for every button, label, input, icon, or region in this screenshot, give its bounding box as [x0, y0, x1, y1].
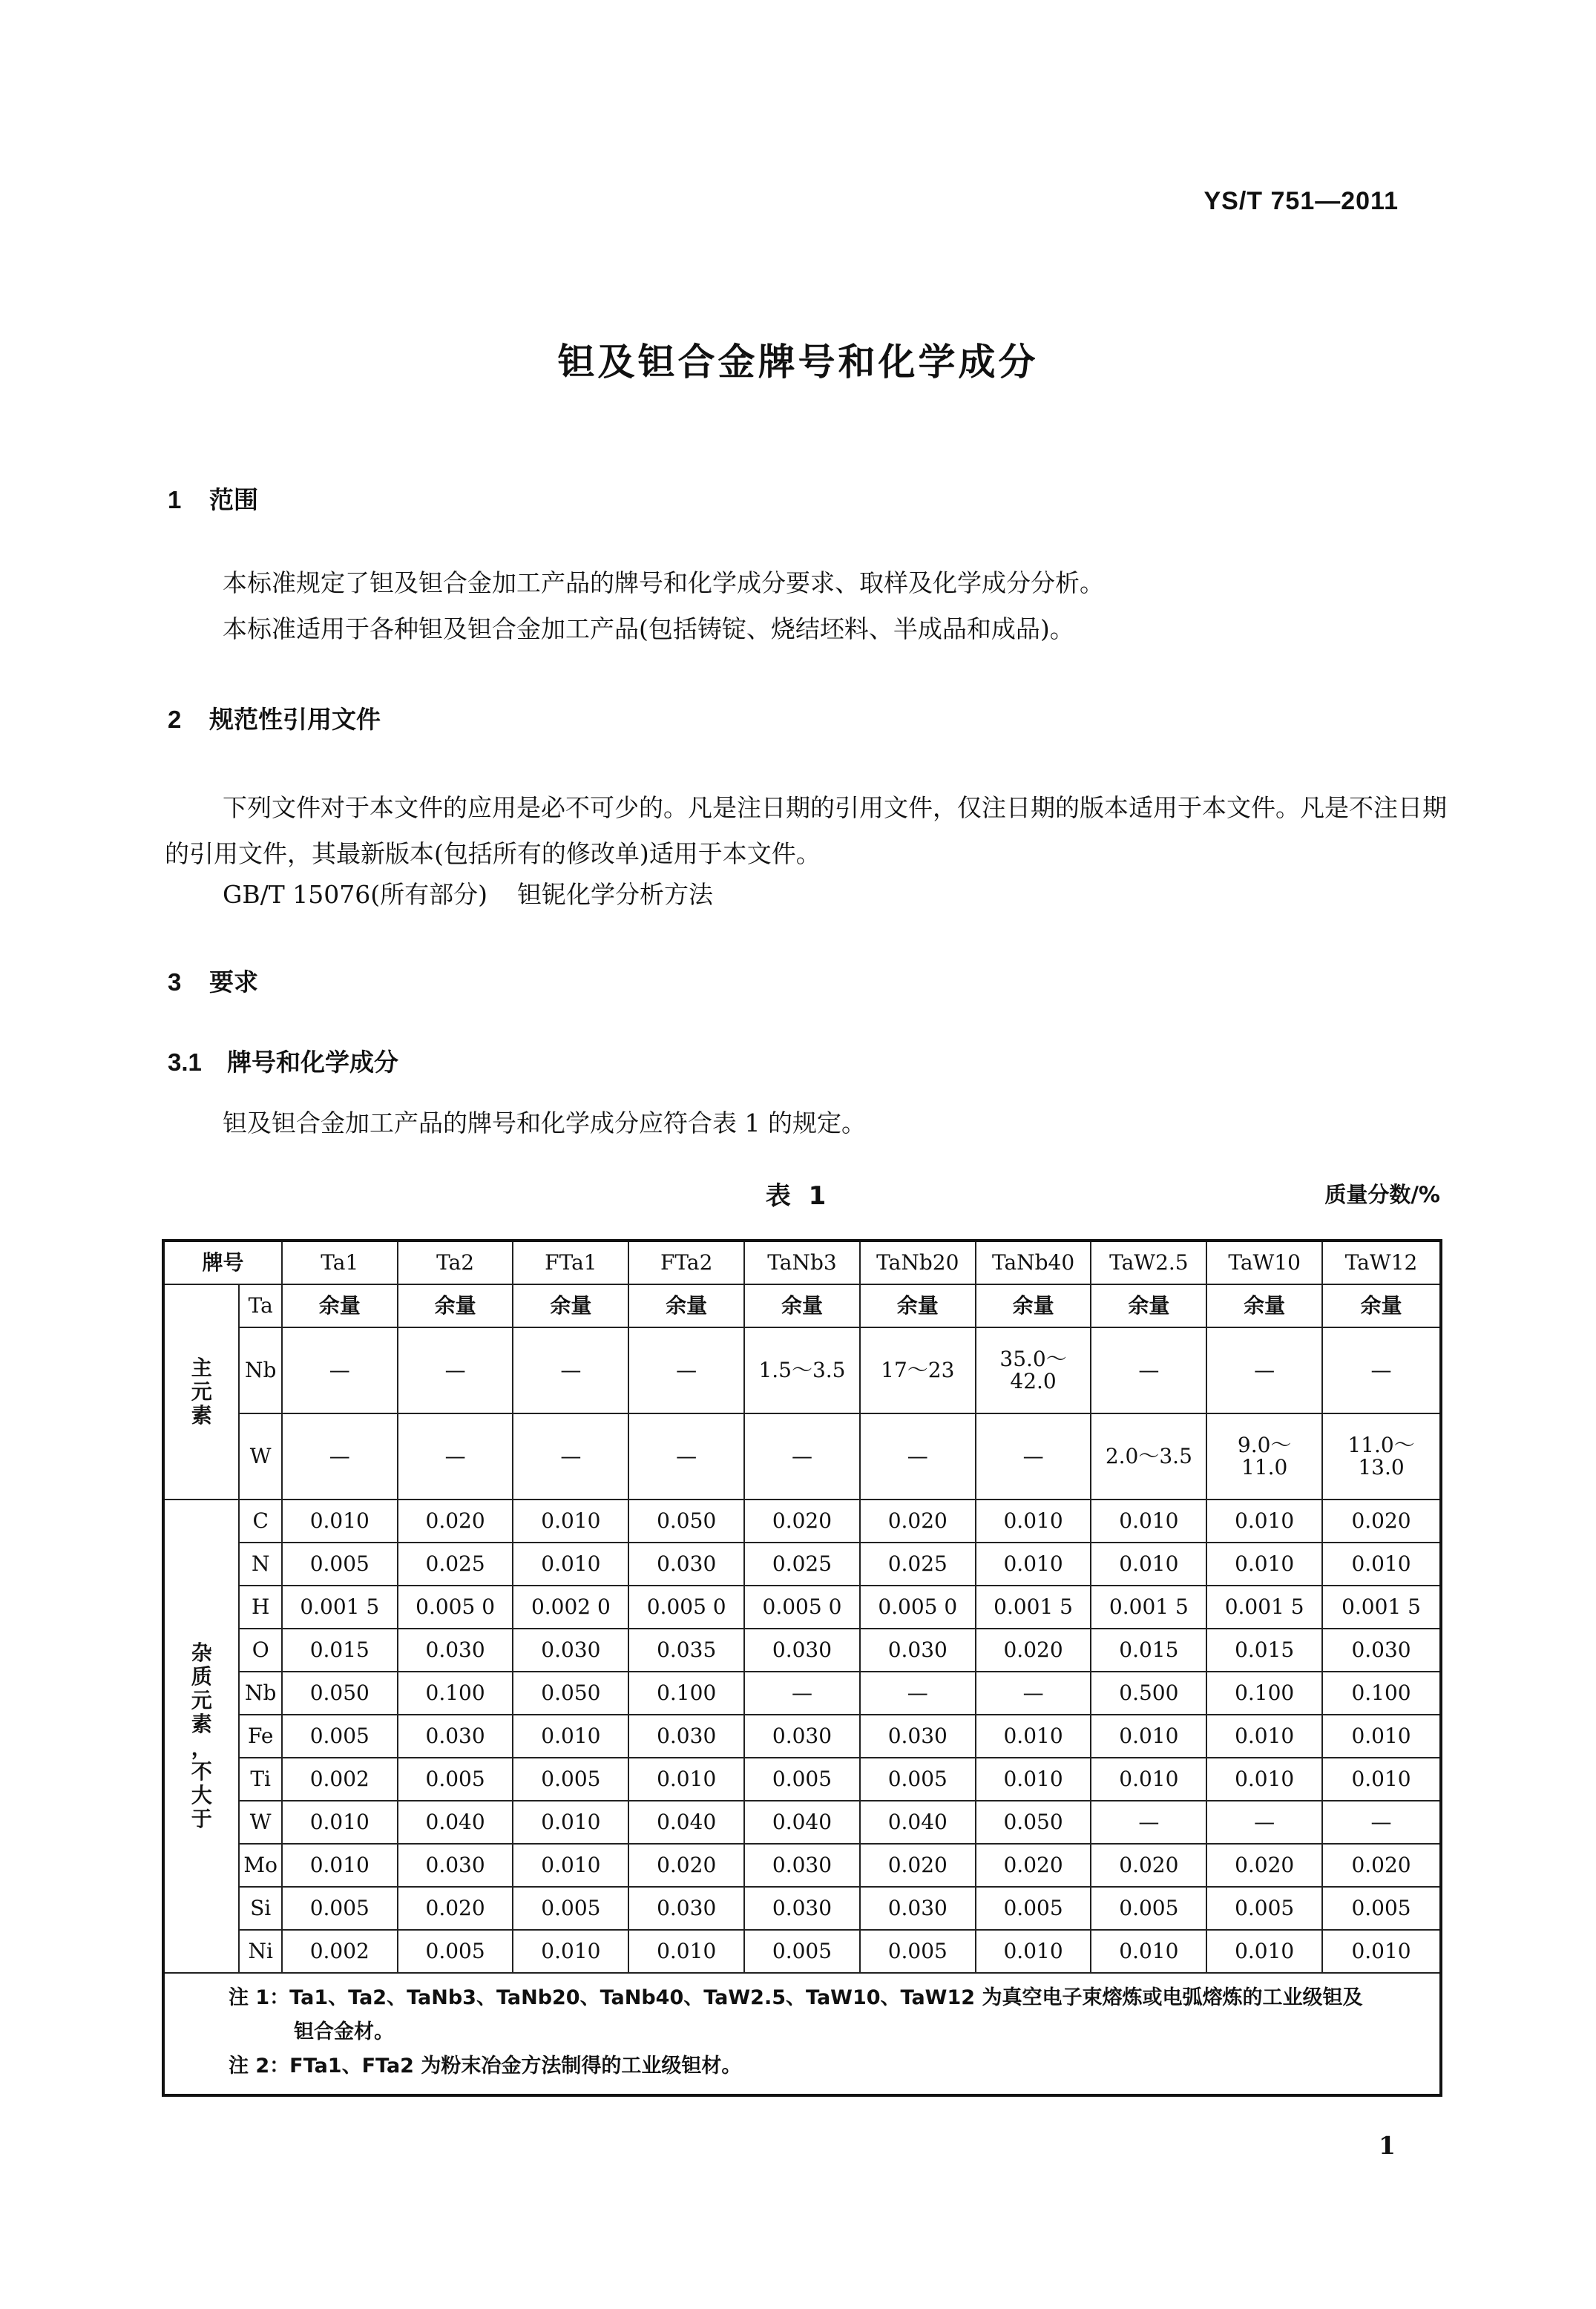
value-cell: —: [860, 1672, 976, 1715]
section-3-heading: [168, 963, 258, 998]
section-title: 规范性引用文件: [209, 705, 381, 734]
value-text: —: [676, 1358, 697, 1382]
value-cell: [744, 1413, 860, 1500]
brand-cell: TaW2.5: [1091, 1241, 1206, 1284]
value-cell: 0.005: [282, 1715, 398, 1758]
value-cell: [1091, 1284, 1206, 1327]
value-cell: [1091, 1327, 1206, 1413]
value-cell: 0.020: [860, 1844, 976, 1887]
element-cell: W: [239, 1801, 281, 1844]
reference-code: GB/T 15076(所有部分): [223, 880, 487, 909]
group-label-char: 主: [191, 1356, 212, 1380]
section-1-heading: [168, 481, 258, 516]
value-cell: 0.050: [628, 1500, 744, 1543]
value-cell: 0.040: [744, 1801, 860, 1844]
normative-reference: [223, 876, 713, 910]
value-text: 2.0～3.5: [1105, 1444, 1192, 1468]
value-cell: [860, 1284, 976, 1327]
brand-cell: FTa2: [628, 1241, 744, 1284]
element-cell: N: [239, 1543, 281, 1586]
value-cell: [860, 1327, 976, 1413]
value-cell: 0.025: [744, 1543, 860, 1586]
value-cell: 0.040: [860, 1801, 976, 1844]
value-text: 余量: [318, 1293, 361, 1318]
value-cell: 0.010: [1322, 1930, 1441, 1973]
value-text: —: [560, 1358, 582, 1382]
element-cell: Nb: [239, 1672, 281, 1715]
impurity-element-row: [163, 1586, 1441, 1629]
value-text: —: [444, 1444, 466, 1468]
value-cell: 0.030: [628, 1543, 744, 1586]
group-label-char: ，: [191, 1735, 212, 1760]
value-cell: [282, 1413, 398, 1500]
value-cell: 0.030: [513, 1629, 628, 1672]
note-1-continued: 钽合金材。: [294, 2020, 394, 2043]
impurity-element-row: [163, 1672, 1441, 1715]
standard-code: YS/T 751—2011: [1203, 187, 1399, 215]
value-text: —: [676, 1444, 697, 1468]
value-cell: 0.015: [282, 1629, 398, 1672]
value-cell: 0.002: [282, 1930, 398, 1973]
value-cell: [628, 1413, 744, 1500]
value-cell: 0.005: [860, 1758, 976, 1801]
group-label-char: 素: [191, 1712, 212, 1736]
value-cell: 0.010: [1091, 1715, 1206, 1758]
section-2-heading: [168, 700, 381, 735]
value-cell: 0.025: [860, 1543, 976, 1586]
value-cell: 0.100: [628, 1672, 744, 1715]
value-cell: [282, 1327, 398, 1413]
notes-row: [163, 1973, 1441, 2095]
group-label-char: 大: [191, 1783, 212, 1807]
value-cell: 0.005: [1091, 1887, 1206, 1930]
value-text: —: [1138, 1358, 1160, 1382]
impurity-element-row: [163, 1500, 1441, 1543]
value-cell: —: [1322, 1801, 1441, 1844]
value-cell: [1091, 1413, 1206, 1500]
value-cell: 0.010: [976, 1500, 1091, 1543]
value-text: 35.0～: [999, 1347, 1067, 1371]
section-number: 3: [168, 968, 182, 996]
value-cell: 0.010: [282, 1801, 398, 1844]
value-cell: 0.005: [976, 1887, 1091, 1930]
value-text: 9.0～: [1237, 1433, 1292, 1457]
value-cell: 0.010: [1206, 1543, 1322, 1586]
value-cell: 0.010: [513, 1930, 628, 1973]
value-cell: —: [1091, 1801, 1206, 1844]
impurity-element-row: [163, 1758, 1441, 1801]
value-cell: 0.010: [1322, 1715, 1441, 1758]
impurity-element-row: [163, 1629, 1441, 1672]
value-cell: 0.010: [1206, 1715, 1322, 1758]
value-cell: 0.020: [1206, 1844, 1322, 1887]
value-cell: [398, 1327, 513, 1413]
main-element-group-label: [163, 1284, 239, 1500]
value-cell: 0.010: [1091, 1758, 1206, 1801]
section-1-paragraph-1: 本标准规定了钽及钽合金加工产品的牌号和化学成分要求、取样及化学成分分析。: [223, 568, 1104, 597]
brand-cell: FTa1: [513, 1241, 628, 1284]
value-cell: 0.010: [976, 1715, 1091, 1758]
element-cell: Ti: [239, 1758, 281, 1801]
value-cell: 0.030: [744, 1715, 860, 1758]
impurity-element-row: [163, 1801, 1441, 1844]
value-cell: 0.030: [744, 1887, 860, 1930]
value-cell: 0.030: [628, 1887, 744, 1930]
element-cell: O: [239, 1629, 281, 1672]
value-cell: 0.010: [1091, 1500, 1206, 1543]
value-cell: 0.020: [1091, 1844, 1206, 1887]
section-2-paragraph: 下列文件对于本文件的应用是必不可少的。凡是注日期的引用文件，仅注日期的版本适用于本文件。凡是不注日期的引用文件，其最新版本(包括所有的修改单)适用于本文件。: [165, 793, 1447, 868]
section-3-1-paragraph: 钽及钽合金加工产品的牌号和化学成分应符合表 1 的规定。: [223, 1108, 866, 1137]
value-cell: 0.020: [1322, 1500, 1441, 1543]
value-text: 余量: [1012, 1293, 1054, 1318]
element-cell: Fe: [239, 1715, 281, 1758]
value-cell: 0.030: [744, 1844, 860, 1887]
group-label-char: 质: [191, 1664, 212, 1689]
section-number: 1: [168, 486, 182, 513]
value-cell: 0.020: [976, 1844, 1091, 1887]
value-cell: 0.005: [282, 1543, 398, 1586]
element-cell: Ni: [239, 1930, 281, 1973]
value-cell: 0.030: [744, 1629, 860, 1672]
group-label-char: 不: [191, 1759, 212, 1784]
value-cell: [513, 1413, 628, 1500]
value-cell: 0.050: [282, 1672, 398, 1715]
value-cell: 0.010: [513, 1844, 628, 1887]
value-cell: 0.100: [1206, 1672, 1322, 1715]
value-cell: 0.030: [398, 1715, 513, 1758]
value-cell: 0.030: [1322, 1629, 1441, 1672]
value-cell: 0.010: [282, 1844, 398, 1887]
value-cell: 0.010: [513, 1715, 628, 1758]
value-text: 余量: [1128, 1293, 1170, 1318]
value-cell: [860, 1413, 976, 1500]
section-title: 范围: [209, 485, 258, 514]
value-text-continued: 13.0: [1358, 1455, 1405, 1479]
value-cell: 0.100: [398, 1672, 513, 1715]
value-cell: 0.005: [398, 1930, 513, 1973]
value-cell: 0.005: [1206, 1887, 1322, 1930]
value-cell: 0.015: [1206, 1629, 1322, 1672]
value-text: —: [1022, 1444, 1044, 1468]
impurity-group-label: [163, 1500, 239, 1973]
brand-cell: TaW12: [1322, 1241, 1441, 1284]
value-cell: 0.005: [398, 1758, 513, 1801]
value-text: 余量: [781, 1293, 823, 1318]
value-cell: 0.001 5: [1091, 1586, 1206, 1629]
value-cell: 0.010: [513, 1500, 628, 1543]
value-cell: 0.001 5: [1206, 1586, 1322, 1629]
value-cell: 0.030: [860, 1715, 976, 1758]
value-cell: 0.030: [860, 1629, 976, 1672]
value-cell: [628, 1327, 744, 1413]
impurity-element-row: [163, 1930, 1441, 1973]
group-label-char: 于: [191, 1807, 212, 1831]
table-unit: 质量分数/%: [1324, 1182, 1440, 1207]
brand-cell: Ta2: [398, 1241, 513, 1284]
value-cell: 0.005 0: [628, 1586, 744, 1629]
value-cell: [282, 1284, 398, 1327]
value-cell: 0.100: [1322, 1672, 1441, 1715]
value-cell: [1322, 1413, 1441, 1500]
value-cell: 0.020: [398, 1500, 513, 1543]
value-cell: 0.005 0: [398, 1586, 513, 1629]
brand-cell: TaNb40: [976, 1241, 1091, 1284]
value-cell: 0.010: [513, 1543, 628, 1586]
value-cell: 0.030: [398, 1629, 513, 1672]
value-cell: 0.020: [398, 1887, 513, 1930]
value-cell: [1322, 1284, 1441, 1327]
value-text: —: [329, 1444, 350, 1468]
group-label-char: 杂: [191, 1640, 212, 1665]
brand-cell: TaW10: [1206, 1241, 1322, 1284]
value-text: —: [1370, 1358, 1392, 1382]
value-text: 11.0～: [1347, 1433, 1415, 1457]
value-cell: 0.001 5: [1322, 1586, 1441, 1629]
element-cell: Mo: [239, 1844, 281, 1887]
value-cell: 0.010: [1091, 1930, 1206, 1973]
value-cell: [1206, 1284, 1322, 1327]
value-cell: 0.010: [1206, 1758, 1322, 1801]
value-cell: [976, 1284, 1091, 1327]
section-number: 3.1: [168, 1048, 202, 1076]
value-cell: 0.020: [1322, 1844, 1441, 1887]
element-cell: Ta: [239, 1284, 281, 1327]
value-cell: 0.005: [1322, 1887, 1441, 1930]
value-cell: 0.005: [860, 1930, 976, 1973]
value-cell: 0.005: [282, 1887, 398, 1930]
value-cell: 0.030: [628, 1715, 744, 1758]
impurity-element-row: [163, 1715, 1441, 1758]
value-cell: [513, 1284, 628, 1327]
value-text: 17～23: [881, 1358, 955, 1382]
brand-cell: TaNb20: [860, 1241, 976, 1284]
value-cell: 0.010: [628, 1758, 744, 1801]
element-cell: H: [239, 1586, 281, 1629]
value-cell: 0.001 5: [282, 1586, 398, 1629]
element-cell: Nb: [239, 1327, 281, 1413]
value-cell: [398, 1284, 513, 1327]
value-text: 余量: [1360, 1293, 1402, 1318]
value-cell: 0.010: [513, 1801, 628, 1844]
value-cell: 0.035: [628, 1629, 744, 1672]
table-header-row: [163, 1241, 1441, 1284]
value-cell: 0.020: [744, 1500, 860, 1543]
value-cell: 0.005: [513, 1758, 628, 1801]
brand-cell: Ta1: [282, 1241, 398, 1284]
value-text: 1.5～3.5: [758, 1358, 846, 1382]
value-text: —: [1254, 1358, 1275, 1382]
value-cell: 0.015: [1091, 1629, 1206, 1672]
value-text: 余量: [434, 1293, 476, 1318]
value-cell: 0.030: [398, 1844, 513, 1887]
value-cell: 0.010: [1206, 1500, 1322, 1543]
value-text: 余量: [550, 1293, 592, 1318]
value-cell: 0.010: [976, 1758, 1091, 1801]
value-cell: [976, 1327, 1091, 1413]
element-cell: C: [239, 1500, 281, 1543]
element-cell: W: [239, 1413, 281, 1500]
value-cell: 0.010: [628, 1930, 744, 1973]
value-cell: 0.010: [1206, 1930, 1322, 1973]
reference-title: 钽铌化学分析方法: [516, 880, 713, 909]
table-notes: [163, 1973, 1441, 2095]
section-3-1-heading: [168, 1043, 398, 1078]
value-cell: 0.002: [282, 1758, 398, 1801]
value-cell: 0.005: [744, 1930, 860, 1973]
value-text: —: [560, 1444, 582, 1468]
impurity-element-row: [163, 1844, 1441, 1887]
value-text-continued: 11.0: [1241, 1455, 1288, 1479]
value-cell: [628, 1284, 744, 1327]
group-label-char: 元: [191, 1688, 212, 1712]
value-cell: 0.005: [513, 1887, 628, 1930]
main-element-row: [163, 1327, 1441, 1413]
main-element-row: [163, 1413, 1441, 1500]
impurity-element-row: [163, 1543, 1441, 1586]
value-cell: [1206, 1327, 1322, 1413]
note-1: 注 1：Ta1、Ta2、TaNb3、TaNb20、TaNb40、TaW2.5、TaW10、TaW12 为真空电子束熔炼或电弧熔炼的工业级钽及: [229, 1986, 1363, 2009]
value-cell: 0.010: [1322, 1758, 1441, 1801]
value-cell: [513, 1327, 628, 1413]
value-cell: 0.002 0: [513, 1586, 628, 1629]
value-cell: 0.500: [1091, 1672, 1206, 1715]
section-number: 2: [168, 706, 182, 733]
value-cell: 0.020: [860, 1500, 976, 1543]
group-label-char: 素: [191, 1403, 212, 1428]
value-cell: 0.030: [860, 1887, 976, 1930]
value-text: —: [907, 1444, 928, 1468]
section-1-paragraph-2: 本标准适用于各种钽及钽合金加工产品(包括铸锭、烧结坯料、半成品和成品)。: [223, 614, 1074, 643]
page-number: 1: [1379, 2131, 1396, 2160]
value-cell: 0.010: [976, 1930, 1091, 1973]
impurity-element-row: [163, 1887, 1441, 1930]
value-text: 余量: [896, 1293, 939, 1318]
note-2: 注 2：FTa1、FTa2 为粉末冶金方法制得的工业级钽材。: [229, 2055, 742, 2078]
brand-header-cell: 牌号: [163, 1241, 282, 1284]
value-cell: 0.050: [513, 1672, 628, 1715]
element-cell: Si: [239, 1887, 281, 1930]
page-title: 钽及钽合金牌号和化学成分: [557, 341, 1039, 384]
value-cell: 0.040: [628, 1801, 744, 1844]
value-cell: 0.020: [976, 1629, 1091, 1672]
value-text: 余量: [666, 1293, 708, 1318]
value-cell: [1322, 1327, 1441, 1413]
group-label-char: 元: [191, 1379, 212, 1404]
value-text: —: [444, 1358, 466, 1382]
value-cell: 0.010: [282, 1500, 398, 1543]
section-title: 牌号和化学成分: [227, 1048, 398, 1077]
value-cell: 0.005 0: [744, 1586, 860, 1629]
brand-cell: TaNb3: [744, 1241, 860, 1284]
value-cell: 0.010: [976, 1543, 1091, 1586]
value-cell: [976, 1413, 1091, 1500]
value-cell: —: [976, 1672, 1091, 1715]
value-text: —: [329, 1358, 350, 1382]
value-cell: [1206, 1413, 1322, 1500]
main-element-row: [163, 1284, 1441, 1327]
value-cell: 0.010: [1091, 1543, 1206, 1586]
value-cell: 0.020: [628, 1844, 744, 1887]
value-text: 余量: [1244, 1293, 1286, 1318]
value-cell: 0.005: [744, 1758, 860, 1801]
value-cell: —: [744, 1672, 860, 1715]
value-cell: [398, 1413, 513, 1500]
value-text-continued: 42.0: [1010, 1369, 1057, 1393]
table-caption: 表 1: [765, 1181, 831, 1211]
value-cell: —: [1206, 1801, 1322, 1844]
value-cell: [744, 1327, 860, 1413]
value-cell: 0.010: [1322, 1543, 1441, 1586]
value-text: —: [791, 1444, 812, 1468]
value-cell: 0.025: [398, 1543, 513, 1586]
value-cell: [744, 1284, 860, 1327]
value-cell: 0.050: [976, 1801, 1091, 1844]
value-cell: 0.005 0: [860, 1586, 976, 1629]
section-title: 要求: [209, 968, 258, 996]
value-cell: 0.001 5: [976, 1586, 1091, 1629]
value-cell: 0.040: [398, 1801, 513, 1844]
composition-table: [162, 1239, 1442, 2097]
